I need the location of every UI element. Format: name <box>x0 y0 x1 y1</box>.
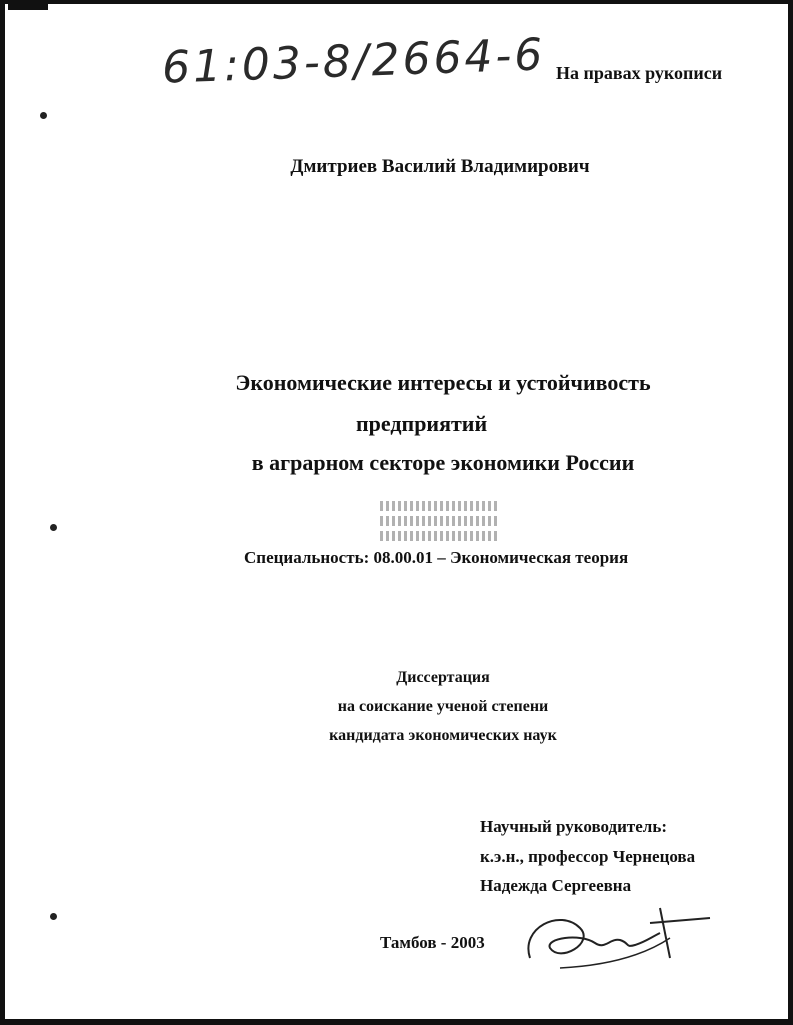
punch-hole-mark <box>40 112 47 119</box>
rights-note: На правах рукописи <box>556 63 723 83</box>
signature <box>520 888 720 978</box>
supervisor-name-line-1: к.э.н., профессор Чернецова <box>480 847 696 866</box>
dissertation-line-3: кандидата экономических наук <box>329 727 557 744</box>
scan-border-bottom <box>0 1019 793 1025</box>
title-line-3: в аграрном секторе экономики России <box>251 450 635 475</box>
scan-border-top <box>0 0 793 4</box>
title-line-2: предприятий <box>356 411 488 436</box>
library-stamp <box>380 496 500 544</box>
scan-border-right <box>788 0 793 1025</box>
specialty: Специальность: 08.00.01 – Экономическая теория <box>244 548 629 567</box>
supervisor-name-line-2: Надежда Сергеевна <box>480 876 632 895</box>
dissertation-line-2: на соискание ученой степени <box>337 698 549 715</box>
city-year: Тамбов - 2003 <box>380 933 485 952</box>
title-line-1: Экономические интересы и устойчивость <box>235 370 651 395</box>
punch-hole-mark <box>50 524 57 531</box>
dissertation-line-1: Диссертация <box>396 669 490 686</box>
punch-hole-mark <box>50 913 57 920</box>
scan-border-left <box>0 0 5 1025</box>
scan-corner-mark <box>8 0 48 10</box>
supervisor-label: Научный руководитель: <box>480 817 667 836</box>
author-name: Дмитриев Василий Владимирович <box>290 156 590 177</box>
handwritten-catalog-number: 61:03-8/2664-6 <box>161 29 547 94</box>
